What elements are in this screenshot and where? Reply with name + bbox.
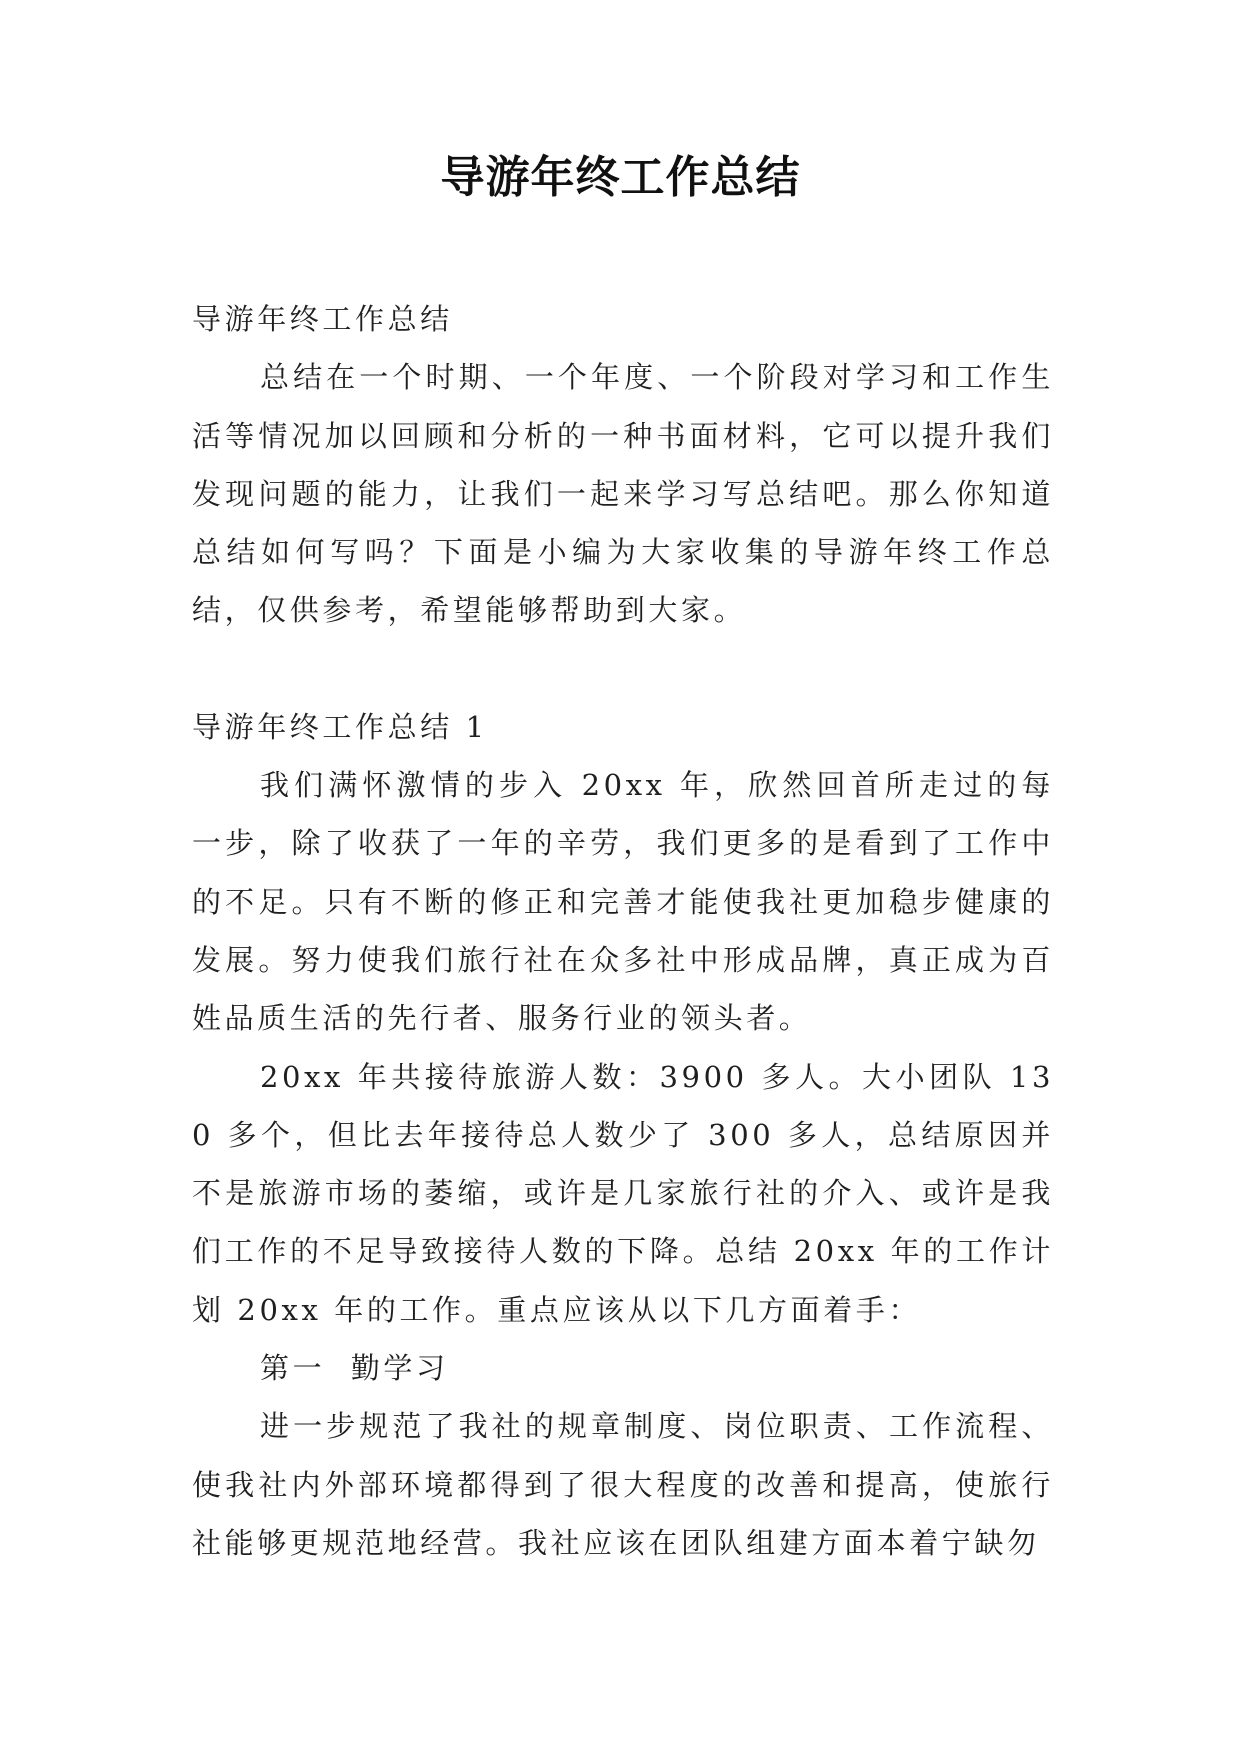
- intro-heading: 导游年终工作总结: [192, 302, 453, 336]
- section-1-subheading: 第一 勤学习: [260, 1351, 449, 1386]
- section-1-paragraph-2: 20xx 年共接待旅游人数：3900 多人。大小团队 130 多个，但比去年接待总人数少了 300 多人，总结原因并不是旅游市场的萎缩，或许是几家旅行社的介入、或许是我们工作的不足导致接待人数的下降。总结 20xx 年的工作计划 20xx 年的工作。重点应该从以下几方面着手：: [192, 1059, 1054, 1327]
- document-title: 导游年终工作总结: [440, 152, 801, 203]
- section-1-heading: 导游年终工作总结 1: [192, 709, 488, 744]
- section-spacer: [192, 640, 1054, 698]
- intro-paragraph: 总结在一个时期、一个年度、一个阶段对学习和工作生活等情况加以回顾和分析的一种书面材料，它可以提升我们发现问题的能力，让我们一起来学习写总结吧。那么你知道总结如何写吗？下面是小编为大家收集的导游年终工作总结，仅供参考，希望能够帮助到大家。: [192, 360, 1054, 628]
- section-1-paragraph-1: 我们满怀激情的步入 20xx 年，欣然回首所走过的每一步，除了收获了一年的辛劳，我们更多的是看到了工作中的不足。只有不断的修正和完善才能使我社更加稳步健康的发展。努力使我们旅行社在众多社中形成品牌，真正成为百姓品质生活的先行者、服务行业的领头者。: [192, 768, 1054, 1036]
- section-1-paragraph-3: 进一步规范了我社的规章制度、岗位职责、工作流程、使我社内外部环境都得到了很大程度的改善和提高，使旅行社能够更规范地经营。我社应该在团队组建方面本着宁缺勿: [192, 1409, 1054, 1560]
- document-body: [192, 290, 1054, 1572]
